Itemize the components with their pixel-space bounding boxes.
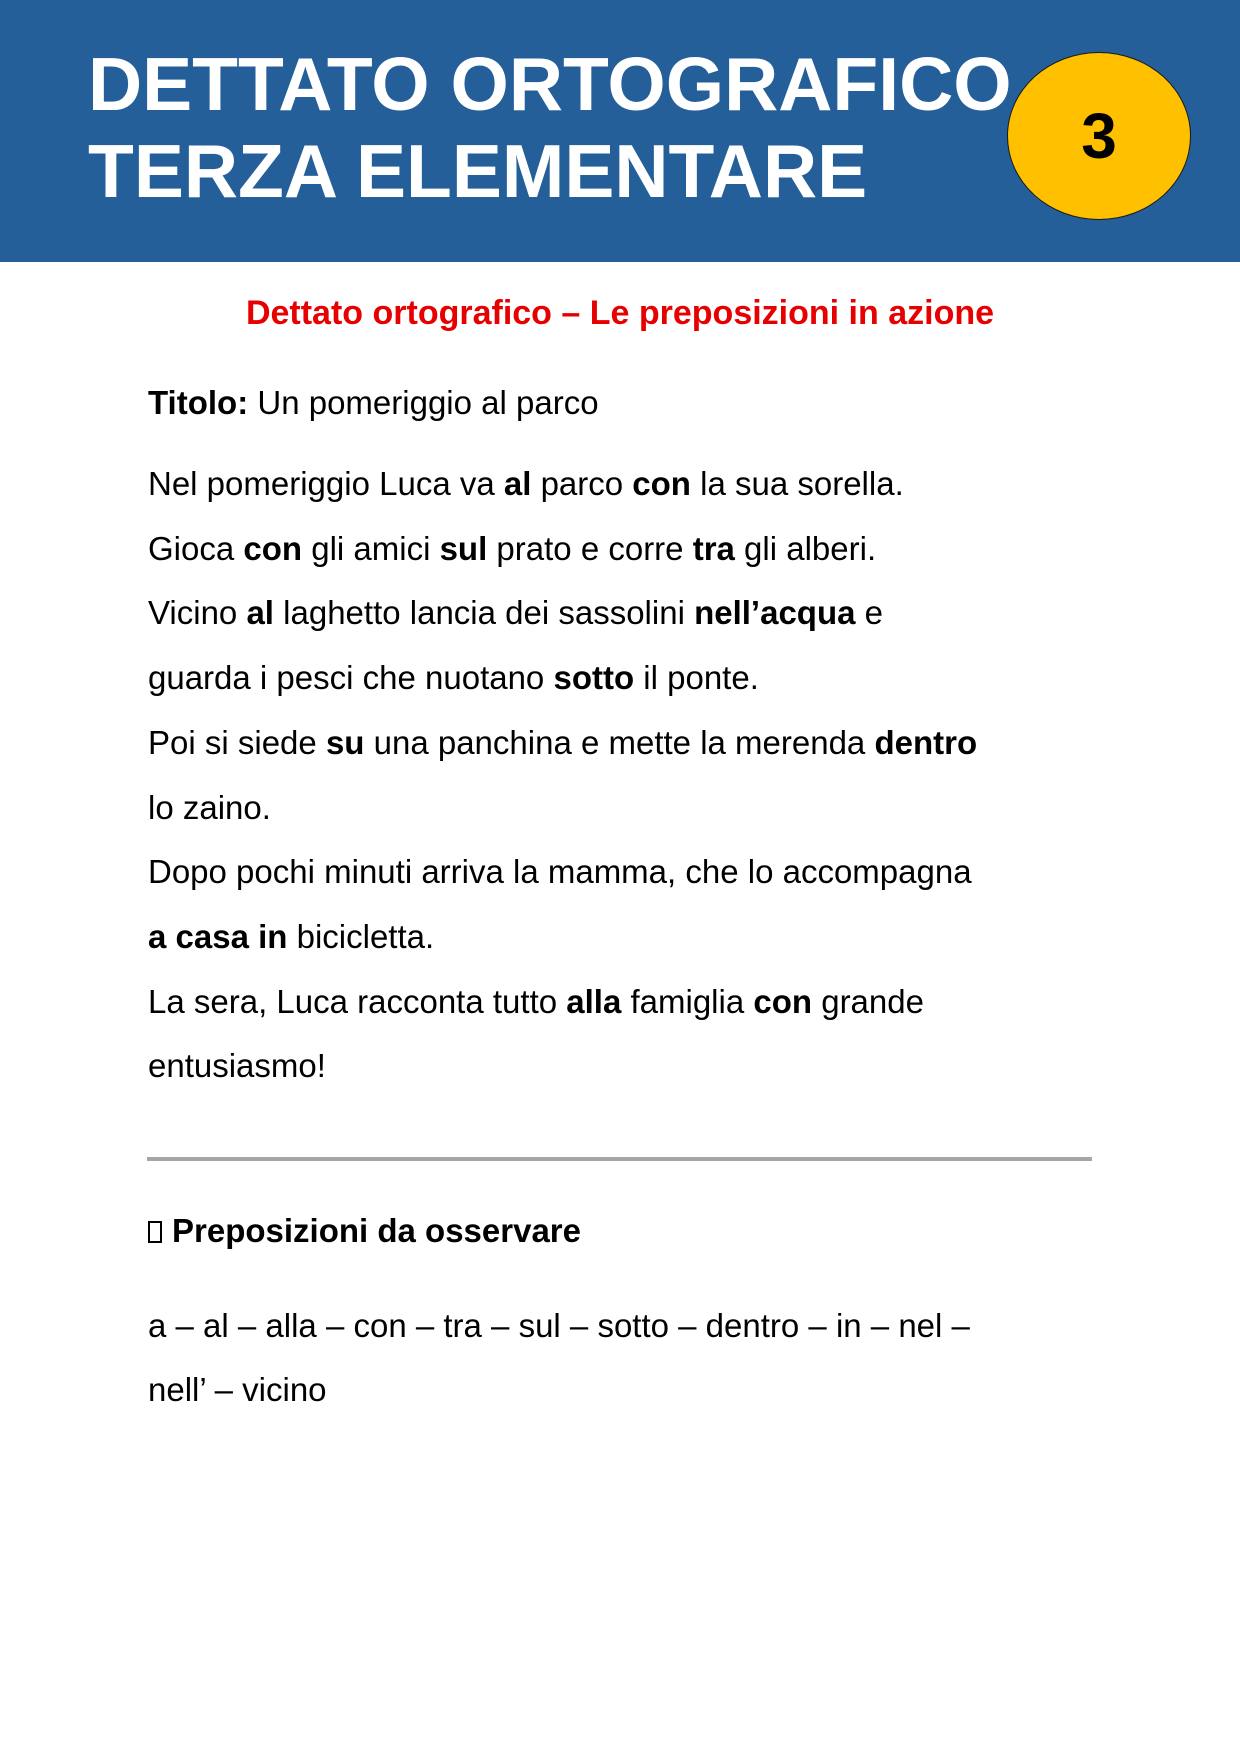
story-text-segment: la sua sorella. — [690, 465, 904, 502]
story-text-segment: famiglia — [621, 982, 754, 1020]
story-text-segment: gli alberi. — [734, 529, 877, 567]
story-line — [148, 982, 924, 1020]
preposition-list-line2: nell’ – vicino — [148, 1371, 327, 1408]
preposition-highlight: al — [503, 465, 532, 502]
preposition-highlight: a casa in — [148, 917, 288, 955]
preposition-highlight: sotto — [553, 659, 635, 697]
story-line — [148, 659, 759, 697]
story-text-segment: una panchina e mette la merenda — [364, 723, 875, 761]
preposition-highlight: alla — [566, 982, 622, 1020]
preposition-highlight: tra — [692, 529, 735, 567]
story-title — [148, 386, 599, 419]
section-heading-text: Preposizioni da osservare — [172, 1212, 582, 1249]
story-text-segment: entusiasmo! — [148, 1047, 326, 1085]
story-text-segment: Dopo pochi minuti arriva la mamma, che lo accompagna — [148, 853, 972, 891]
preposition-highlight: su — [325, 723, 365, 761]
grade-badge: 3 — [1007, 52, 1191, 220]
story-line — [148, 1047, 326, 1085]
story-text-segment: laghetto lancia dei sassolini — [273, 594, 695, 632]
story-text-segment: bicicletta. — [287, 917, 435, 955]
story-text-segment: e — [855, 594, 883, 632]
story-text-segment: gli amici — [302, 529, 440, 567]
preposition-list-line1: a – al – alla – con – tra – sul – sotto – dentro – in – nel – — [148, 1307, 970, 1344]
story-text-segment: prato e corre — [487, 529, 693, 567]
story-text-segment: Poi si siede — [148, 723, 326, 761]
subtitle: Dettato ortografico – Le preposizioni in azione — [245, 294, 995, 332]
story-text-segment: guarda i pesci che nuotano — [148, 659, 554, 697]
preposition-highlight: dentro — [874, 723, 978, 761]
page-title-line1: DETTATO ORTOGRAFICO — [88, 42, 1012, 126]
box-icon — [148, 1221, 162, 1243]
story-line — [148, 917, 435, 955]
story-line — [148, 594, 883, 632]
story-line — [148, 467, 904, 500]
preposition-highlight: con — [632, 465, 691, 502]
story-text-segment: il ponte. — [634, 659, 759, 697]
divider — [147, 1157, 1092, 1161]
story-line — [148, 788, 271, 826]
preposition-highlight: nell’acqua — [694, 594, 856, 632]
story-text-segment: Gioca — [148, 529, 244, 567]
page-title-line2: TERZA ELEMENTARE — [88, 129, 868, 213]
story-title-label: Titolo: — [148, 384, 249, 421]
story-line — [148, 723, 978, 761]
story-text-segment: grande — [812, 982, 924, 1020]
preposition-highlight: al — [246, 594, 274, 632]
story-line — [148, 853, 972, 891]
preposition-highlight: con — [243, 529, 303, 567]
story-text-segment: Vicino — [148, 594, 247, 632]
story-text-segment: La sera, Luca racconta tutto — [148, 982, 567, 1020]
preposition-highlight: con — [753, 982, 813, 1020]
story-line — [148, 529, 877, 567]
preposition-highlight: sul — [439, 529, 488, 567]
section-heading — [148, 1214, 581, 1247]
story-text-segment: Nel pomeriggio Luca va — [148, 465, 504, 502]
story-title-value: Un pomeriggio al parco — [248, 384, 599, 421]
story-text-segment: lo zaino. — [148, 788, 271, 826]
story-text-segment: parco — [531, 465, 633, 502]
header-banner — [0, 0, 1240, 262]
